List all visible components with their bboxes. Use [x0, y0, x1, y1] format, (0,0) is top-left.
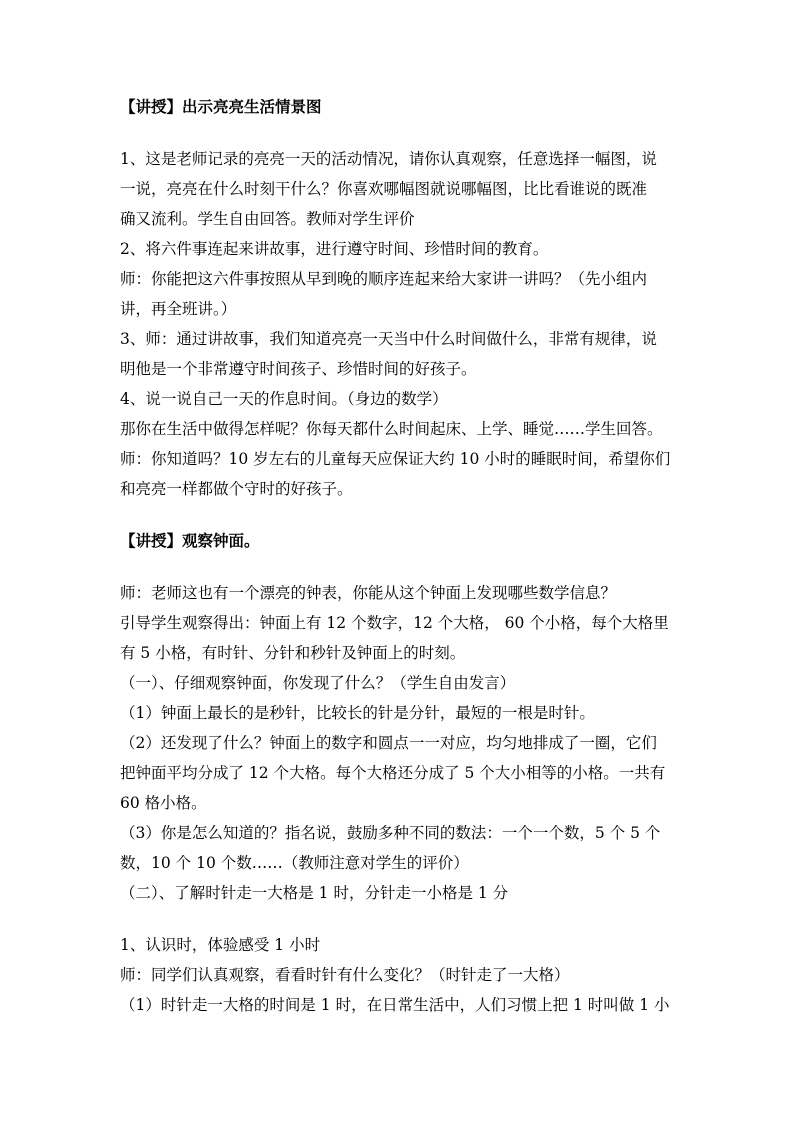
paragraph-line: 师：你能把这六件事按照从早到晚的顺序连起来给大家讲一讲吗？（先小组内 — [120, 270, 648, 288]
paragraph-line: 讲，再全班讲。） — [120, 300, 237, 318]
paragraph-line: （二）、了解时针走一大格是 1 时，分针走一小格是 1 分 — [120, 884, 509, 902]
paragraph-line: 师：你知道吗？10 岁左右的儿童每天应保证大约 10 小时的睡眠时间，希望你们 — [120, 450, 671, 468]
paragraph-line: 师：老师这也有一个漂亮的钟表，你能从这个钟面上发现哪些数学信息？ — [120, 584, 617, 602]
paragraph-line: 2、将六件事连起来讲故事，进行遵守时间、珍惜时间的教育。 — [120, 240, 549, 258]
paragraph-line: 明他是一个非常遵守时间孩子、珍惜时间的好孩子。 — [120, 360, 477, 378]
section-heading-clock-face: 【讲授】观察钟面。 — [120, 531, 260, 550]
spacer — [120, 122, 680, 144]
spacer — [120, 908, 680, 930]
paragraph-line: 有 5 小格，有时针、分针和秒针及钟面上的时刻。 — [120, 644, 466, 662]
paragraph-line: （3）你是怎么知道的？指名说，鼓励多种不同的数法：一个一个数，5 个 5 个 — [120, 824, 661, 842]
paragraph-line: 师：同学们认真观察，看看时针有什么变化？（时针走了一大格） — [120, 966, 570, 984]
paragraph-line: 3、师：通过讲故事，我们知道亮亮一天当中什么时间做什么，非常有规律，说 — [120, 330, 657, 348]
paragraph-line: 数，10 个 10 个数……（教师注意对学生的评价） — [120, 854, 469, 872]
paragraph-line: （1）时针走一大格的时间是 1 时，在日常生活中，人们习惯上把 1 时叫做 1 小 — [120, 996, 670, 1014]
spacer — [120, 504, 680, 526]
section-heading-life-scene: 【讲授】出示亮亮生活情景图 — [120, 97, 322, 116]
spacer — [120, 556, 680, 578]
paragraph-line: 引导学生观察得出：钟面上有 12 个数字，12 个大格， 60 个小格，每个大格里 — [120, 614, 669, 632]
paragraph-line: （1）钟面上最长的是秒针，比较长的针是分针，最短的一根是时针。 — [120, 704, 595, 722]
paragraph-line: 那你在生活中做得怎样呢？你每天都什么时间起床、上学、睡觉……学生回答。 — [120, 420, 663, 438]
document-page — [120, 92, 680, 1020]
paragraph-line: 4、说一说自己一天的作息时间。（身边的数学） — [120, 390, 448, 408]
paragraph-line: 1、认识时，体验感受 1 小时 — [120, 936, 321, 954]
paragraph-line: 和亮亮一样都做个守时的好孩子。 — [120, 480, 353, 498]
paragraph-line: 把钟面平均分成了 12 个大格。每个大格还分成了 5 个大小相等的小格。一共有 — [120, 764, 666, 782]
paragraph-line: （2）还发现了什么？钟面上的数字和圆点一一对应，均匀地排成了一圈，它们 — [120, 734, 657, 752]
paragraph-line: 确又流利。学生自由回答。教师对学生评价 — [120, 210, 415, 228]
paragraph-line: 一说，亮亮在什么时刻干什么？你喜欢哪幅图就说哪幅图，比比看谁说的既准 — [120, 180, 648, 198]
paragraph-line: 60 格小格。 — [120, 794, 207, 812]
paragraph-line: （一）、仔细观察钟面，你发现了什么？（学生自由发言） — [120, 674, 516, 692]
paragraph-line: 1、这是老师记录的亮亮一天的活动情况，请你认真观察，任意选择一幅图，说 — [120, 150, 657, 168]
